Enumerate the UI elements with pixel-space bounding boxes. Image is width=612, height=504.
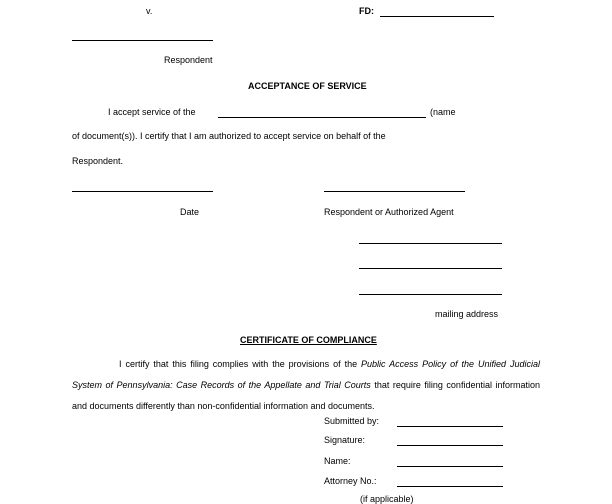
document-name-line bbox=[218, 117, 426, 118]
submitted-by-label: Submitted by: bbox=[324, 416, 380, 426]
fd-label: FD: bbox=[359, 6, 374, 16]
agent-label: Respondent or Authorized Agent bbox=[324, 207, 454, 217]
acceptance-heading: ACCEPTANCE OF SERVICE bbox=[248, 81, 367, 91]
agent-signature-line bbox=[324, 191, 465, 192]
respondent-label: Respondent bbox=[164, 55, 213, 65]
compliance-text-before: I certify that this filing complies with the provisions of the bbox=[119, 359, 358, 369]
if-applicable-text: (if applicable) bbox=[360, 494, 414, 504]
accept-service-text: I accept service of the bbox=[108, 107, 196, 117]
date-signature-line bbox=[72, 191, 213, 192]
mailing-address-line-1 bbox=[359, 243, 502, 244]
attorney-number-label: Attorney No.: bbox=[324, 476, 377, 486]
name-line bbox=[397, 466, 503, 467]
versus-text: v. bbox=[146, 6, 153, 16]
compliance-policy-title: Public Access Policy of the Unified Judicial System of Pennsylvania: Case Records of the Appellate and Trial Courts bbox=[72, 359, 540, 390]
signature-label: Signature: bbox=[324, 435, 366, 445]
compliance-heading: CERTIFICATE OF COMPLIANCE bbox=[240, 335, 377, 345]
date-label: Date bbox=[180, 207, 200, 217]
name-suffix-text: (name bbox=[430, 107, 456, 117]
submitted-by-line bbox=[397, 426, 503, 427]
name-label: Name: bbox=[324, 456, 351, 466]
mailing-address-line-3 bbox=[359, 294, 502, 295]
mailing-address-line-2 bbox=[359, 268, 502, 269]
respondent-text: Respondent. bbox=[72, 156, 124, 166]
compliance-text-after: that require filing confidential information and documents differently than non-confidential information and documents. bbox=[72, 380, 540, 411]
authorization-text: of document(s)). I certify that I am authorized to accept service on behalf of the bbox=[72, 131, 386, 141]
fd-number-line bbox=[380, 16, 494, 17]
compliance-paragraph bbox=[72, 354, 540, 417]
respondent-name-line bbox=[72, 40, 213, 41]
mailing-address-label: mailing address bbox=[435, 309, 499, 319]
signature-line bbox=[397, 445, 503, 446]
attorney-number-line bbox=[397, 486, 503, 487]
